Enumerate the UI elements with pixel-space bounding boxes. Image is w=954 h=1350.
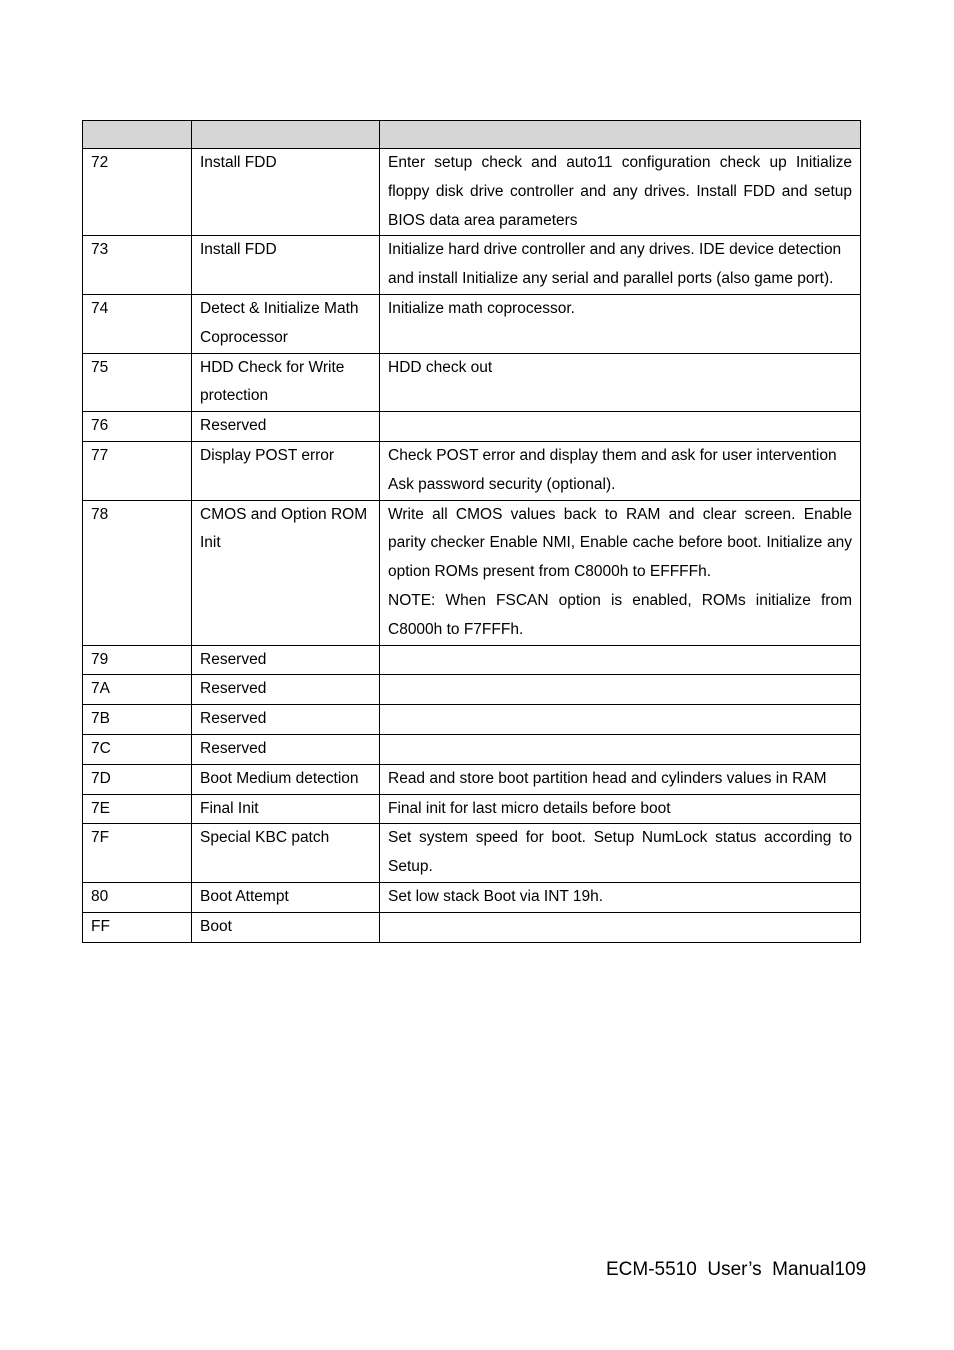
post-description-cell <box>380 882 861 912</box>
post-description-cell <box>380 705 861 735</box>
description-paragraph: Final init for last micro details before boot <box>388 799 671 817</box>
post-name-cell: Final Init <box>192 794 380 824</box>
post-description-cell <box>380 294 861 353</box>
table-row <box>83 764 861 794</box>
post-code-cell: 7F <box>83 824 192 883</box>
post-code-cell: 78 <box>83 500 192 645</box>
post-code-cell: FF <box>83 912 192 942</box>
footer-page-number: 109 <box>834 1259 867 1280</box>
post-code-cell: 72 <box>83 149 192 236</box>
post-name-cell: Detect & Initialize Math Coprocessor <box>192 294 380 353</box>
description-paragraph: Read and store boot partition head and cylinders values in RAM <box>388 769 827 787</box>
table-row <box>83 824 861 883</box>
post-code-cell: 7B <box>83 705 192 735</box>
description-paragraph: Initialize math coprocessor. <box>388 299 575 317</box>
post-code-cell: 73 <box>83 236 192 295</box>
footer-manual-title: ECM-5510 User’s Manual <box>606 1259 835 1280</box>
post-code-cell: 7A <box>83 675 192 705</box>
post-code-cell: 80 <box>83 882 192 912</box>
description-paragraph <box>388 675 852 704</box>
table-row <box>83 500 861 645</box>
description-paragraph: Check POST error and display them and ask for user intervention Ask password security (optional). <box>388 446 837 493</box>
header-cell-name <box>192 121 380 149</box>
table-row <box>83 645 861 675</box>
description-paragraph: NOTE: When FSCAN option is enabled, ROMs initialize from C8000h to F7FFFh. <box>388 591 852 638</box>
post-name-cell: Display POST error <box>192 441 380 500</box>
post-name-cell: Reserved <box>192 734 380 764</box>
post-name-cell: Reserved <box>192 645 380 675</box>
description-paragraph: Set system speed for boot. Setup NumLock status according to Setup. <box>388 829 852 876</box>
table-row <box>83 412 861 442</box>
description-paragraph <box>388 705 852 734</box>
post-name-cell: HDD Check for Write protection <box>192 353 380 412</box>
header-cell-code <box>83 121 192 149</box>
table-row <box>83 236 861 295</box>
table-body <box>83 149 861 943</box>
table-row <box>83 912 861 942</box>
description-paragraph: Set low stack Boot via INT 19h. <box>388 887 604 905</box>
description-paragraph <box>388 412 852 441</box>
description-paragraph <box>388 735 852 764</box>
post-name-cell: Boot <box>192 912 380 942</box>
post-description-cell <box>380 500 861 645</box>
post-code-cell: 7E <box>83 794 192 824</box>
post-description-cell <box>380 764 861 794</box>
description-paragraph: Write all CMOS values back to RAM and clear screen. Enable parity checker Enable NMI, Enable cache before boot. Initialize any option ROMs present from C8000h to EFFFFh. <box>388 505 852 581</box>
table-row <box>83 149 861 236</box>
post-description-cell <box>380 912 861 942</box>
post-code-cell: 76 <box>83 412 192 442</box>
table-row <box>83 705 861 735</box>
table-row <box>83 734 861 764</box>
description-paragraph: Initialize hard drive controller and any drives. IDE device detection and install Initialize any serial and parallel ports (also game port). <box>388 241 842 288</box>
description-paragraph: HDD check out <box>388 358 493 376</box>
post-description-cell <box>380 412 861 442</box>
table-row <box>83 294 861 353</box>
post-name-cell: Boot Attempt <box>192 882 380 912</box>
post-description-cell <box>380 149 861 236</box>
post-name-cell: Boot Medium detection <box>192 764 380 794</box>
post-code-cell: 7D <box>83 764 192 794</box>
description-paragraph <box>388 646 852 675</box>
post-description-cell <box>380 236 861 295</box>
table-row <box>83 441 861 500</box>
post-code-cell: 79 <box>83 645 192 675</box>
post-name-cell: Reserved <box>192 705 380 735</box>
post-description-cell <box>380 734 861 764</box>
post-name-cell: Reserved <box>192 675 380 705</box>
table-row <box>83 675 861 705</box>
post-name-cell: Reserved <box>192 412 380 442</box>
post-name-cell: Install FDD <box>192 236 380 295</box>
post-description-cell <box>380 645 861 675</box>
post-description-cell <box>380 794 861 824</box>
table-header-row <box>83 121 861 149</box>
page-footer <box>606 1258 866 1282</box>
table-row <box>83 353 861 412</box>
post-description-cell <box>380 353 861 412</box>
post-description-cell <box>380 675 861 705</box>
post-name-cell: Install FDD <box>192 149 380 236</box>
description-paragraph <box>388 913 852 942</box>
post-description-cell <box>380 441 861 500</box>
post-name-cell: CMOS and Option ROM Init <box>192 500 380 645</box>
post-name-cell: Special KBC patch <box>192 824 380 883</box>
post-code-cell: 77 <box>83 441 192 500</box>
header-cell-description <box>380 121 861 149</box>
post-code-cell: 7C <box>83 734 192 764</box>
table-row <box>83 882 861 912</box>
post-description-cell <box>380 824 861 883</box>
description-paragraph: Enter setup check and auto11 configuration check up Initialize floppy disk drive controller and any drives. Install FDD and setup BIOS data area parameters <box>388 154 852 229</box>
post-code-cell: 74 <box>83 294 192 353</box>
post-code-table <box>82 120 861 943</box>
table-row <box>83 794 861 824</box>
post-code-cell: 75 <box>83 353 192 412</box>
